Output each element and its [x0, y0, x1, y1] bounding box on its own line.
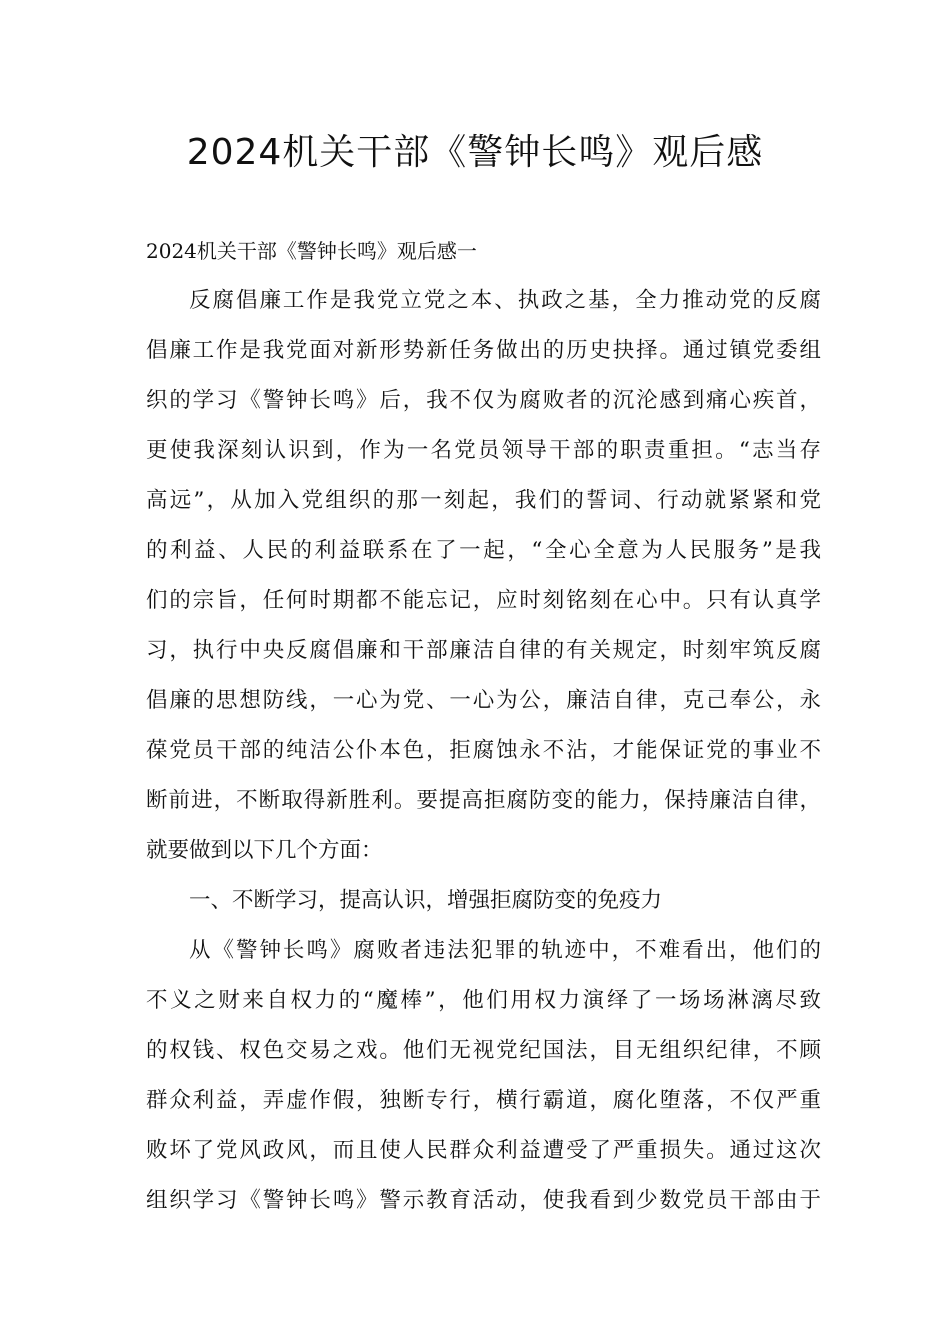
text-line: 不义之财来自权力的“魔棒”，他们用权力演绎了一场场淋漓尽致 [146, 988, 821, 1013]
document-title: 2024机关干部《警钟长鸣》观后感 [186, 132, 764, 173]
text-line: 断前进，不断取得新胜利。要提高拒腐防变的能力，保持廉洁自律， [146, 788, 821, 813]
text-line: 败坏了党风政风，而且使人民群众利益遭受了严重损失。通过这次 [146, 1138, 821, 1163]
document-subtitle: 2024机关干部《警钟长鸣》观后感一 [146, 239, 477, 263]
text-line: 组织学习《警钟长鸣》警示教育活动，使我看到少数党员干部由于 [146, 1188, 821, 1213]
text-line: 葆党员干部的纯洁公仆本色，拒腐蚀永不沾，才能保证党的事业不 [146, 738, 821, 763]
text-line: 倡廉的思想防线，一心为党、一心为公，廉洁自律，克己奉公，永 [146, 688, 821, 713]
text-line: 织的学习《警钟长鸣》后，我不仅为腐败者的沉沦感到痛心疾首， [146, 388, 821, 413]
text-line: 的权钱、权色交易之戏。他们无视党纪国法，目无组织纪律，不顾 [146, 1038, 821, 1063]
text-line: 群众利益，弄虚作假，独断专行，横行霸道，腐化堕落，不仅严重 [146, 1088, 821, 1113]
text-line: 高远”，从加入党组织的那一刻起，我们的誓词、行动就紧紧和党 [146, 488, 821, 513]
text-line: 倡廉工作是我党面对新形势新任务做出的历史抉择。通过镇党委组 [146, 338, 821, 363]
text-line: 反腐倡廉工作是我党立党之本、执政之基，全力推动党的反腐 [189, 288, 821, 313]
section-heading: 一、不断学习，提高认识，增强拒腐防变的免疫力 [189, 888, 663, 913]
text-line: 从《警钟长鸣》腐败者违法犯罪的轨迹中，不难看出，他们的 [189, 938, 821, 963]
document-body [146, 284, 821, 1234]
text-line: 就要做到以下几个方面： [146, 838, 383, 863]
text-line: 们的宗旨，任何时期都不能忘记，应时刻铭刻在心中。只有认真学 [146, 588, 821, 613]
text-line: 习，执行中央反腐倡廉和干部廉洁自律的有关规定，时刻牢筑反腐 [146, 638, 821, 663]
text-line: 的利益、人民的利益联系在了一起，“全心全意为人民服务”是我 [146, 538, 821, 563]
text-line: 更使我深刻认识到，作为一名党员领导干部的职责重担。“志当存 [146, 438, 821, 463]
